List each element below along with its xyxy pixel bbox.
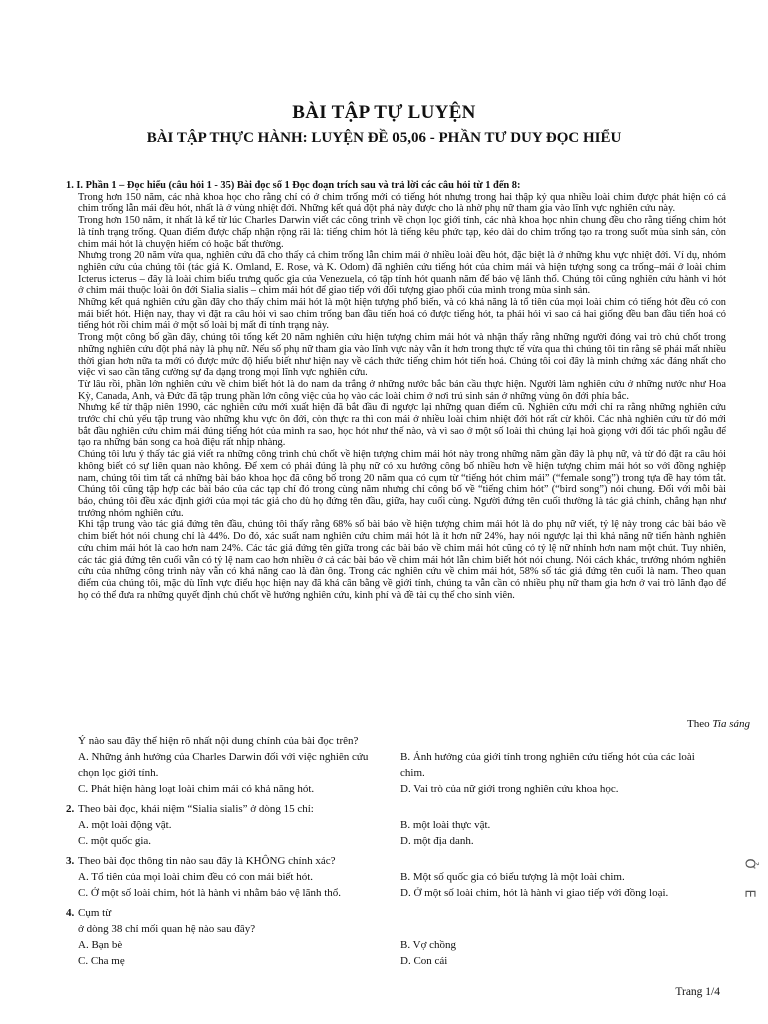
answer-options (66, 817, 756, 849)
passage-source (687, 718, 750, 730)
page-number: Trang 1/4 (675, 986, 720, 998)
margin-marks (742, 858, 756, 920)
question-number: 2. (66, 803, 75, 815)
page-title: BÀI TẬP TỰ LUYỆN (292, 102, 476, 123)
passage-paragraph: Khi tập trung vào tác giả đứng tên đầu, chúng tôi thấy rằng 68% số bài báo về hiện tượng chim mái hót là do phụ nữ viết, tỷ lệ này trong các bài báo về chim biết hót nói chung chỉ là 44%. Do đó, xác suất nam nghiên cứu chim mái hót là ít hơn nữ 24%, hay nói ngược lại thì khả năng nữ tiến hành nghiên cứu chim mái hót là cao hơn nam 24%. Các tác giả đứng tên giữa trong các bài báo về chim mái hót cũng có tỷ lệ nữ nhỉnh hơn nam một chút. Tuy nhiên, các tác giả đứng tên cuối vẫn có tỷ lệ nam cao hơn nhiều ở cả các bài báo về chim mái hót lẫn chim biết hót nói chung. Nói cách khác, trưởng nhóm nghiên cứu của những công trình này vẫn có khả năng cao là đàn ông. Trong các nghiên cứu về chim mái hót, 58% số tác giả đứng tên cuối là nam. Theo quan điểm của chúng tôi, mặc dù lĩnh vực điểu học hiện nay đã khá cân bằng về giới tính, chúng ta vẫn cần có nhiều phụ nữ tham gia hơn ở vai trò lãnh đạo để họ có thể đưa ra những quyết định chủ chốt về hướng nghiên cứu, kinh phí và đề tài cụ thể cho sinh viên. (78, 519, 726, 601)
passage-paragraph: Nhưng kể từ thập niên 1990, các nghiên cứu mới xuất hiện đã bắt đầu đi ngược lại những quan điểm cũ. Nghiên cứu mới chỉ ra rằng những nghiên cứu trước chỉ chủ yếu tập trung vào những khu vực ôn đới, còn thực ra thì con mái ở nhiều loài chim nhiệt đới hót rất cừ khôi. Các nhà nghiên cứu từ đó mới bắt đầu nghiên cứu chim mái đúng tiếng hót của mình ra sao, học hót như thế nào, và vì sao ở một số loài thì chúng lại hoà giọng với đối tác phối ngẫu để tạo ra những bản song ca hoà điệu rất nhịp nhàng. (78, 402, 726, 449)
question-number: 3. (66, 855, 75, 867)
option-b[interactable]: B. Một số quốc gia có biểu tượng là một loài chim. (400, 871, 625, 883)
option-d[interactable]: D. Con cái (400, 955, 448, 967)
source-prefix: Theo (687, 718, 713, 730)
passage-paragraph: Trong hơn 150 năm, ít nhất là kể từ lúc Charles Darwin viết các công trình về chọn lọc giới tính, các nhà khoa học nhìn chung đều cho rằng tiếng chim hót là tính trạng trống. Quan điểm được chấp nhận rộng rãi là: tiếng chim hót là tiếng kêu phức tạp, kéo dài do chim trống tạo ra trong suốt mùa sinh sản, còn chim mái hót là chuyện hiếm có hoặc bất thường. (78, 215, 726, 250)
question-3 (66, 853, 756, 901)
passage-paragraph: Từ lâu rồi, phần lớn nghiên cứu về chim biết hót là do nam da trắng ở những nước bắc bán cầu thực hiện. Người làm nghiên cứu ở những nước như Hoa Kỳ, Canada, Anh, và Đức đã tập trung phần lớn công việc của họ vào các loài chim ở nơi trú sinh sản ở những vùng ôn đới phía bắc. (78, 378, 726, 402)
option-d[interactable]: D. Vai trò của nữ giới trong nghiên cứu khoa học. (400, 783, 619, 795)
option-a[interactable]: A. một loài động vật. (78, 819, 172, 831)
option-b[interactable]: B. một loài thực vật. (400, 819, 491, 831)
passage-heading: 1. I. Phần 1 – Đọc hiểu (câu hỏi 1 - 35) Bài đọc số 1 Đọc đoạn trích sau và trả lời các câu hỏi từ 1 đến 8: (66, 180, 521, 191)
passage-paragraph: Chúng tôi lưu ý thấy tác giả viết ra những công trình chủ chốt về hiện tượng chim mái hót này trong những năm gần đây là phụ nữ, và từ đó đặt ra câu hỏi không biết có sự liên quan nào không. Để xem có phải đúng là phụ nữ có xu hướng công bố nhiều hơn về hiện tượng chim mái hót so với đồng nghiệp nam, chúng tôi tìm tất cả những bài báo khoa học đã công bố trong 20 năm qua có cụm từ “tiếng hót chim mái” (“female song”) trong tựa đề hay tóm tắt. Chúng tôi cũng tập hợp các bài báo của các tạp chí đó trong cùng năm nhưng chỉ công bố về “tiếng chim hót” (“bird song”) nói chung. Đối với mỗi bài báo, chúng tôi đều xác định giới của mọi tác giả cho dù họ đứng tên đầu, giữa, hay cuối cùng. Người đứng tên cuối thường là tác giả chính, chẳng hạn như trưởng nhóm nghiên cứu. (78, 449, 726, 519)
question-number (66, 733, 78, 749)
margin-mark: E (741, 889, 757, 898)
question-stem: Cụm từ (78, 907, 112, 919)
option-a[interactable]: A. Bạn bè (78, 939, 123, 951)
option-c[interactable]: C. một quốc gia. (78, 835, 152, 847)
passage-paragraph: Nhưng trong 20 năm vừa qua, nghiên cứu đã cho thấy cả chim trống lẫn chim mái ở nhiều loài đều hót, đặc biệt là ở những khu vực nhiệt đới. Ví dụ, nhóm nghiên cứu của chúng tôi (tác giả K. Omland, E. Rose, và K. Odom) đã nghiên cứu tiếng hót của chim mái và hiện tượng song ca trống–mái ở loài chim Icterus icterus – đây là loài chim biểu trưng quốc gia của Venezuela, có tập tính hót quanh năm để bảo vệ lãnh thổ. Chúng tôi cũng nghiên cứu hành vi hót ở chim mái thuộc loài ôn đới Sialia sialis – chim mái hót để giao tiếp với đối tượng giao phối của mình trong mùa sinh sản. (78, 250, 726, 297)
question-stem-continued: ở dòng 38 chỉ mối quan hệ nào sau đây? (78, 923, 256, 935)
question-number: 4. (66, 907, 75, 919)
passage-paragraph: Trong hơn 150 năm, các nhà khoa học cho rằng chỉ có ở chim trống mới có tiếng hót nhưng trong hai thập kỷ qua nhiều loài chim được phát hiện có cả chim trống lẫn mái đều hót, nhất là ở vùng nhiệt đới. Những kết quả đột phá này được cho là nhờ phụ nữ tham gia vào lĩnh vực nghiên cứu này. (78, 191, 726, 215)
passage-paragraph: Những kết quả nghiên cứu gần đây cho thấy chim mái hót là một hiện tượng phổ biến, và có khả năng là tổ tiên của mọi loài chim có tiếng hót đều có con mái biết hót. Hiện nay, thay vì đặt ra câu hỏi vì sao chim trống ban đầu tiến hoá có được tiếng hót, ta phải hỏi vì sao cả hai giống đều ban đầu tiến hoá có tiếng hót rồi chim mái ở một số loài bị mất đi tính trạng này. (78, 297, 726, 332)
option-c[interactable]: C. Phát hiện hàng loạt loài chim mái có khả năng hót. (78, 783, 315, 795)
answer-options (66, 937, 756, 969)
option-a[interactable]: A. Tổ tiên của mọi loài chim đều có con mái biết hót. (78, 871, 314, 883)
margin-mark: Ở (741, 858, 757, 871)
answer-options (66, 869, 756, 901)
option-b[interactable]: B. Ảnh hưởng của giới tính trong nghiên cứu tiếng hót của các loài chim. (400, 751, 695, 779)
passage-paragraph: Trong một công bố gần đây, chúng tôi tổng kết 20 năm nghiên cứu hiện tượng chim mái hót và nhận thấy rằng những người đóng vai trò chủ chốt trong những nghiên cứu đột phá này là phụ nữ. Nếu số phụ nữ tham gia vào lĩnh vực này vẫn ít hơn trong thực tế vừa qua thì chúng tôi tin rằng sẽ phải mất nhiều thời gian hơn nữa ta mới có được mức độ hiểu biết như hiện nay về cách thức tiếng chim hót tiến hoá. Chúng tôi coi đây là minh chứng xác đáng nhất cho việc vì sao cần tăng cường sự đa dạng trong mọi lĩnh vực nghiên cứu. (78, 332, 726, 379)
option-d[interactable]: D. Ở một số loài chim, hót là hành vi giao tiếp với đồng loại. (400, 887, 669, 899)
question-4 (66, 905, 756, 969)
answer-options (66, 749, 756, 797)
option-c[interactable]: C. Ở một số loài chim, hót là hành vi nhằm bảo vệ lãnh thổ. (78, 887, 342, 899)
question-1 (66, 733, 756, 797)
question-list (66, 733, 756, 973)
option-b[interactable]: B. Vợ chồng (400, 939, 457, 951)
page-subtitle: BÀI TẬP THỰC HÀNH: LUYỆN ĐỀ 05,06 - PHẦN TƯ DUY ĐỌC HIỂU (146, 130, 622, 146)
option-a[interactable]: A. Những ảnh hưởng của Charles Darwin đối với việc nghiên cứu chọn lọc giới tính. (78, 751, 369, 779)
question-2 (66, 801, 756, 849)
reading-passage (66, 180, 726, 601)
source-name: Tia sáng (712, 718, 750, 730)
option-d[interactable]: D. một địa danh. (400, 835, 474, 847)
question-stem: Theo bài đọc, khái niệm “Sialia sialis” ở dòng 15 chỉ: (78, 803, 314, 815)
question-stem: Ý nào sau đây thể hiện rõ nhất nội dung chính của bài đọc trên? (78, 735, 359, 747)
passage-body (66, 192, 726, 602)
question-stem: Theo bài đọc thông tin nào sau đây là KHÔNG chính xác? (78, 855, 336, 867)
option-c[interactable]: C. Cha mẹ (78, 955, 125, 967)
